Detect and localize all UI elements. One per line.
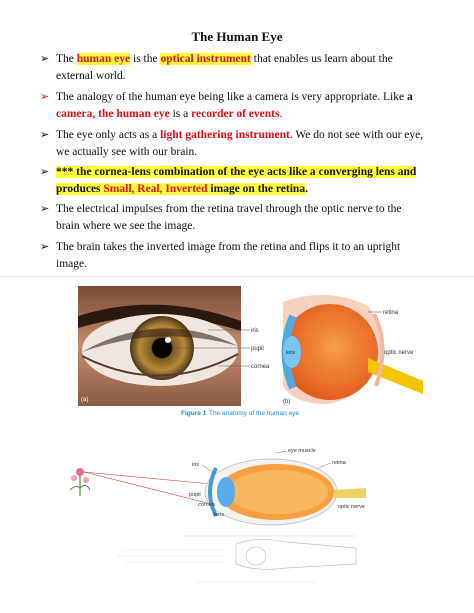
page-title: The Human Eye: [191, 29, 283, 44]
svg-text:retina: retina: [332, 460, 346, 466]
svg-text:iris: iris: [251, 328, 259, 334]
svg-text:retina: retina: [383, 310, 399, 316]
figure-2-image-formation: [56, 444, 406, 594]
figure-1-anatomy: [78, 286, 428, 421]
camera-sketch: [118, 536, 356, 582]
svg-text:cornea: cornea: [198, 502, 215, 508]
svg-text:(a): (a): [81, 397, 89, 403]
bullet-1: ➢ The human eye is the optical instrument that enables us learn about the external world.: [40, 52, 393, 82]
highlight-optical-instrument: optical instrument: [160, 53, 251, 65]
svg-text:iris: iris: [192, 462, 200, 468]
svg-text:optic nerve: optic nerve: [338, 504, 365, 510]
highlight-human-eye: human eye: [76, 53, 131, 65]
arrow-bullet-icon: ➢: [40, 90, 50, 103]
svg-text:Figure 1: Figure 1: [181, 410, 207, 417]
arrow-bullet-icon: ➢: [40, 165, 50, 178]
divider: [0, 276, 474, 277]
bullet-5: ➢ The electrical impulses from the retina travel through the optic nerve to the brain where we see the image.: [40, 202, 402, 232]
svg-text:pupil: pupil: [251, 346, 264, 352]
bullet-6: ➢ The brain takes the inverted image from the retina and flips it to an upright image.: [40, 240, 401, 270]
arrow-bullet-icon: ➢: [40, 240, 50, 253]
bullet-2: ➢ The analogy of the human eye being like a camera is very appropriate. Like a camera, the human eye is a recorder of events.: [40, 90, 413, 120]
svg-text:(b): (b): [283, 399, 291, 405]
optic-nerve-diagram-2: [334, 488, 366, 498]
arrow-bullet-icon: ➢: [40, 52, 50, 65]
optic-nerve-diagram: [368, 358, 423, 394]
lens-diagram-2: [217, 477, 235, 507]
svg-text:pupil: pupil: [189, 492, 201, 498]
bullet-3: ➢ The eye only acts as a light gathering instrument. We do not see with our eye, we actually see with our brain.: [40, 128, 424, 158]
svg-text:cornea: cornea: [251, 364, 270, 370]
svg-text:lens: lens: [286, 350, 296, 356]
arrow-bullet-icon: ➢: [40, 202, 50, 215]
arrow-bullet-icon: ➢: [40, 128, 50, 141]
svg-text:lens: lens: [214, 512, 225, 518]
svg-text:optic nerve: optic nerve: [384, 350, 414, 356]
bullet-4: ➢ *** the cornea-lens combination of the eye acts like a converging lens and produces Small, Real, Inverted image on the retina.: [40, 165, 417, 195]
svg-text:The anatomy of the human eye: The anatomy of the human eye: [209, 410, 299, 417]
svg-text:eye muscle: eye muscle: [288, 448, 316, 454]
